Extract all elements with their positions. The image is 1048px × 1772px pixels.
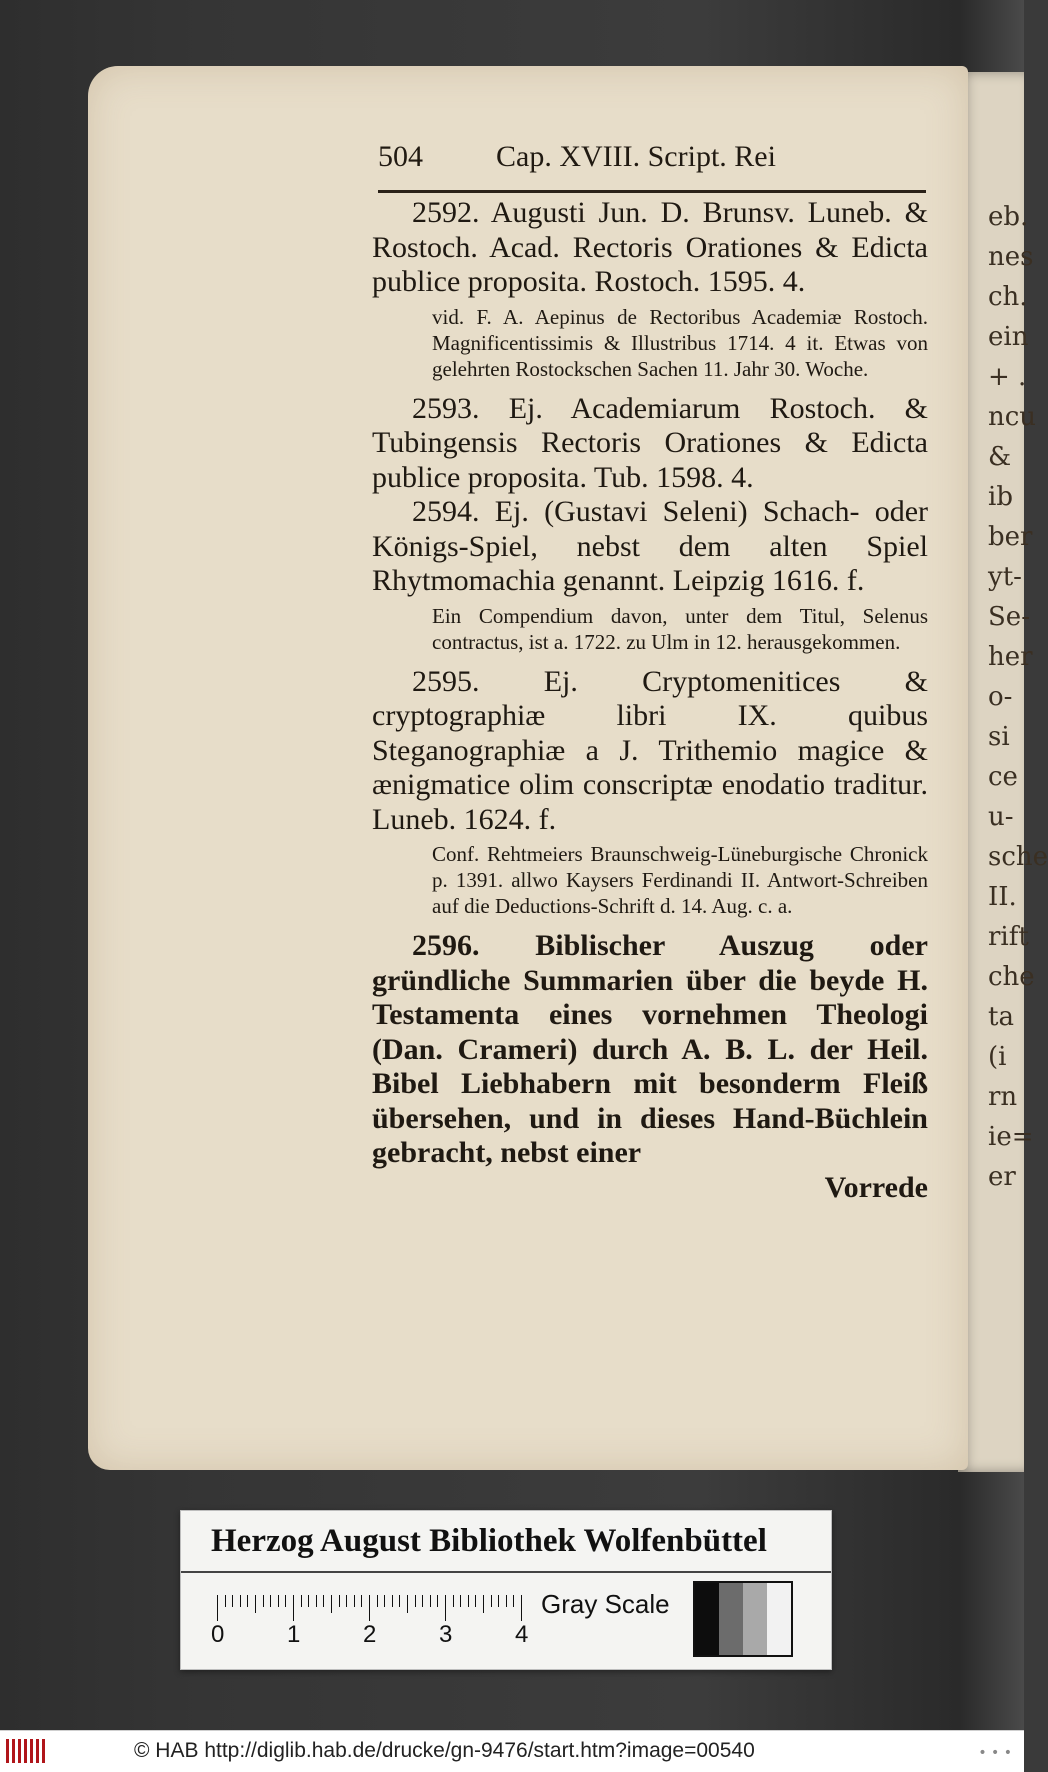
- ruler-tick: [323, 1595, 324, 1607]
- running-head: Cap. XVIII. Script. Rei: [496, 140, 776, 173]
- ruler-tick: [285, 1595, 286, 1607]
- facing-page-fragment: + .: [988, 362, 1027, 392]
- entry-number: 2595.: [412, 664, 480, 698]
- ruler-tick: [384, 1595, 385, 1607]
- facing-page-fragment: er: [988, 1162, 1016, 1192]
- facing-page-fragment: (i: [988, 1042, 1007, 1072]
- entry-text: Ej. (Gustavi Seleni) Schach- oder Königs-Spiel, nebst dem alten Spiel Rhytmomachia genannt. Leipzig 1616. f.: [372, 495, 928, 597]
- ruler-tick: [361, 1595, 362, 1607]
- card-divider: [181, 1571, 831, 1573]
- entry-note: vid. F. A. Aepinus de Rectoribus Academiæ Rostoch. Magnificentissimis & Illustribus 1714. 4 it. Etwas von gelehrten Rostockschen Sachen 11. Jahr 30. Woche.: [432, 304, 928, 381]
- ruler-tick: [498, 1595, 499, 1607]
- gray-scale-label: Gray Scale: [541, 1589, 670, 1619]
- ruler-tick: [278, 1595, 279, 1607]
- ruler-tick: [392, 1595, 393, 1607]
- ruler-tick: [491, 1595, 492, 1607]
- facing-page-fragment: o-: [988, 682, 1013, 712]
- ruler-tick: [453, 1595, 454, 1607]
- hab-logo-icon: [6, 1739, 46, 1763]
- ruler-tick: [232, 1595, 233, 1607]
- entry-2596: [372, 929, 928, 1171]
- entry-text: Ej. Cryptomenitices & cryptographiæ libri IX. quibus Steganographiæ a J. Trithemio magice & ænigmatice olim conscriptæ enodatio traditur. Luneb. 1624. f.: [372, 664, 928, 836]
- gray-swatch: [719, 1583, 743, 1655]
- facing-page-fragment: ncu: [988, 402, 1037, 432]
- ruler-tick: [255, 1595, 256, 1613]
- ruler-tick: [247, 1595, 248, 1607]
- ruler-tick: [506, 1595, 507, 1607]
- ruler-tick: [369, 1595, 370, 1621]
- entry-number: 2596.: [412, 929, 480, 962]
- facing-page-fragment: &: [988, 442, 1012, 472]
- ruler-tick: [513, 1595, 514, 1607]
- ruler-tick: [377, 1595, 378, 1607]
- entry-text: Biblischer Auszug oder gründliche Summarien über die beyde H. Testamenta eines vornehmen Theologi (Dan. Crameri) durch A. B. L. der Heil. Bibel Liebhabern mit besonderm Fleiß übersehen, und in dieses Hand-Büchlein gebracht, nebst einer: [372, 929, 928, 1169]
- entry-2593: [372, 392, 928, 496]
- ruler-tick: [308, 1595, 309, 1607]
- facing-page-fragment: yt-: [988, 562, 1022, 592]
- ruler-tick: [437, 1595, 438, 1607]
- facing-page-fragment: ch.: [988, 282, 1028, 312]
- facing-page-fragment: ein: [988, 322, 1029, 352]
- color-target-card: [180, 1510, 832, 1670]
- footer-bar: [0, 1730, 1024, 1772]
- facing-page-fragment: sche: [988, 842, 1048, 872]
- footer-dots: • • •: [978, 1745, 1012, 1761]
- ruler-tick: [339, 1595, 340, 1607]
- ruler-label: 0: [211, 1621, 225, 1648]
- ruler-tick: [270, 1595, 271, 1607]
- catchword: Vorrede: [824, 1170, 928, 1204]
- ruler-tick: [354, 1595, 355, 1607]
- ruler-label: 2: [363, 1621, 377, 1648]
- gray-swatch: [767, 1583, 791, 1655]
- ruler-tick: [301, 1595, 302, 1607]
- facing-page-fragment: ie=: [988, 1122, 1034, 1152]
- facing-page-fragment: ce: [988, 762, 1018, 792]
- ruler-tick: [422, 1595, 423, 1607]
- facing-page-fragment: her: [988, 642, 1033, 672]
- ruler-label: 3: [439, 1621, 453, 1648]
- facing-page-fragment: rn: [988, 1082, 1018, 1112]
- entry-2594: [372, 495, 928, 599]
- ruler-label: 1: [287, 1621, 301, 1648]
- page-text: [372, 196, 928, 1205]
- ruler-tick: [399, 1595, 400, 1607]
- scale-ruler: [211, 1581, 537, 1651]
- ruler-tick: [240, 1595, 241, 1607]
- ruler-tick: [460, 1595, 461, 1607]
- facing-page-fragment: rift: [988, 922, 1029, 952]
- entry-note: Ein Compendium davon, unter dem Titul, Selenus contractus, ist a. 1722. zu Ulm in 12. herausgekommen.: [432, 603, 928, 654]
- entry-number: 2592.: [412, 196, 480, 229]
- facing-page-fragment: ib: [988, 482, 1013, 512]
- ruler-label: 4: [515, 1621, 529, 1648]
- ruler-tick: [475, 1595, 476, 1607]
- gray-swatch: [695, 1583, 719, 1655]
- ruler-tick: [316, 1595, 317, 1607]
- facing-page-fragment: si: [988, 722, 1010, 752]
- entry-note: Conf. Rehtmeiers Braunschweig-Lüneburgische Chronick p. 1391. allwo Kaysers Ferdinandi II. Antwort-Schreiben auf die Deductions-Schrift d. 14. Aug. c. a.: [432, 842, 928, 918]
- ruler-tick: [445, 1595, 446, 1621]
- facing-page-fragment: u-: [988, 802, 1014, 832]
- ruler-tick: [263, 1595, 264, 1607]
- ruler-tick: [415, 1595, 416, 1607]
- ruler-tick: [217, 1595, 218, 1621]
- facing-page-fragment: Se-: [988, 602, 1030, 632]
- entry-2592: [372, 196, 928, 300]
- ruler-tick: [407, 1595, 408, 1613]
- header-rule: [378, 190, 926, 193]
- ruler-tick: [430, 1595, 431, 1607]
- facing-page-fragment: II.: [988, 882, 1017, 912]
- entry-number: 2594.: [412, 495, 480, 528]
- entry-text: Ej. Academiarum Rostoch. & Tubingensis Rectoris Orationes & Edicta publice proposita. Tub. 1598. 4.: [372, 391, 928, 494]
- ruler-tick: [225, 1595, 226, 1607]
- entry-2595: [372, 665, 928, 838]
- ruler-tick: [521, 1595, 522, 1621]
- gray-swatch: [743, 1583, 767, 1655]
- facing-page-fragment: ta: [988, 1002, 1014, 1032]
- ruler-tick: [331, 1595, 332, 1613]
- footer-credit-link[interactable]: © HAB http://diglib.hab.de/drucke/gn-9476/start.htm?image=00540: [134, 1739, 755, 1762]
- ruler-tick: [346, 1595, 347, 1607]
- facing-page-fragment: eb.: [988, 202, 1029, 232]
- ruler-tick: [483, 1595, 484, 1613]
- facing-page-fragment: ber: [988, 522, 1033, 552]
- entry-text: Augusti Jun. D. Brunsv. Luneb. & Rostoch. Acad. Rectoris Orationes & Edicta publice proposita. Rostoch. 1595. 4.: [372, 196, 928, 298]
- gray-scale-swatches: [693, 1581, 793, 1657]
- ruler-tick: [468, 1595, 469, 1607]
- facing-page-fragment: che: [988, 962, 1035, 992]
- page-number: 504: [378, 140, 423, 173]
- ruler-tick: [293, 1595, 294, 1621]
- library-name: Herzog August Bibliothek Wolfenbüttel: [211, 1523, 767, 1559]
- facing-page-fragment: nes: [988, 242, 1034, 272]
- entry-number: 2593.: [412, 391, 480, 425]
